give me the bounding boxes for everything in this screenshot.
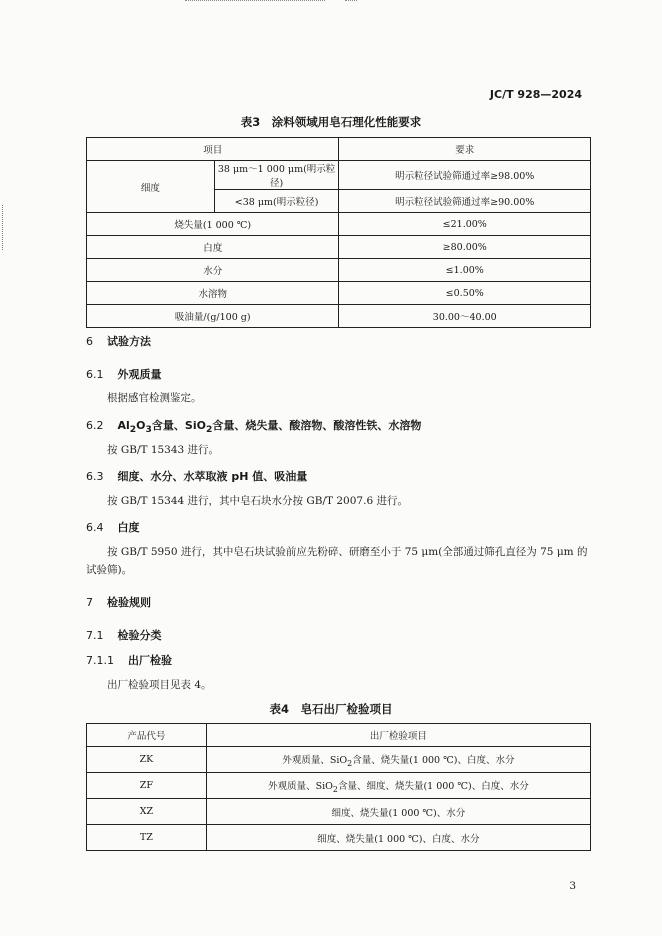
- section-title: 白度: [117, 521, 140, 534]
- table3-cell-item: <38 μm(明示粒径): [214, 190, 339, 213]
- table3-cell-req: 明示粒径试验筛通过率≥90.00%: [339, 190, 591, 213]
- subscript: 2: [205, 424, 213, 436]
- section-number: 7: [86, 596, 93, 609]
- table3-cell-item: 烧失量(1 000 ℃): [87, 213, 339, 236]
- title-part: 含量、烧失量、酸溶物、酸溶性铁、水溶物: [212, 419, 422, 432]
- section-6-3-text: 按 GB/T 15344 进行，其中皂石块水分按 GB/T 2007.6 进行。: [107, 495, 408, 507]
- items-text: 含量、细度、烧失量(1 000 ℃)、白度、水分: [337, 780, 529, 792]
- section-7-1-1-text: 出厂检验项目见表 4。: [107, 679, 212, 691]
- table3-cell-item: 白度: [87, 236, 339, 259]
- section-title: 细度、水分、水萃取液 pH 值、吸油量: [117, 470, 308, 483]
- subscript: 2: [129, 424, 137, 436]
- table3-cell-req: ≤0.50%: [339, 282, 591, 305]
- items-text: 外观质量、SiO: [268, 780, 333, 792]
- table3-cell-item: 吸油量/(g/100 g): [87, 305, 339, 328]
- table4-cell-items: [206, 799, 590, 825]
- section-6-1-heading: [86, 366, 162, 382]
- section-6-1-text: 根据感官检测鉴定。: [107, 392, 202, 404]
- section-title: 检验分类: [117, 629, 162, 642]
- subscript: 3: [145, 424, 152, 436]
- table3-cell-req: ≤1.00%: [339, 259, 591, 282]
- section-title: 外观质量: [117, 368, 162, 381]
- table3-cell-req: 明示粒径试验筛通过率≥98.00%: [339, 161, 591, 190]
- table4-cell-code: XZ: [87, 799, 207, 825]
- section-6-4-text-line2: 试验筛)。: [86, 564, 133, 576]
- items-text: 细度、烧失量(1 000 ℃)、白度、水分: [317, 833, 480, 845]
- section-6-3-heading: [86, 468, 307, 484]
- table3-cell-item: 水溶物: [87, 282, 339, 305]
- section-title: 出厂检验: [128, 654, 172, 667]
- scan-mark-top-2: [345, 0, 357, 4]
- section-6-2-heading: [86, 417, 421, 435]
- table3-cell-req: ≥80.00%: [339, 236, 591, 259]
- scan-mark-top: [185, 0, 325, 4]
- table4-cell-code: ZK: [87, 747, 207, 773]
- table3-caption: 表3 涂料领域用皂石理化性能要求: [240, 115, 422, 129]
- table4-cell-items: [206, 825, 590, 851]
- table3-cell-item: 38 μm～1 000 μm(明示粒径): [214, 161, 339, 190]
- title-part: 含量、SiO: [151, 419, 206, 432]
- section-number: 6.2: [86, 419, 104, 432]
- section-number: 6.4: [86, 521, 104, 534]
- section-6-4-text-line1: 按 GB/T 5950 进行，其中皂石块试验前应先粉碎、研磨至小于 75 μm(全部通过筛孔直径为 75 μm 的: [107, 546, 588, 558]
- page-number: 3: [569, 880, 576, 892]
- table4-cell-items: [206, 747, 590, 773]
- table4-head-code: 产品代号: [87, 724, 207, 747]
- items-text: 外观质量、SiO: [282, 754, 348, 766]
- section-6-2-text: 按 GB/T 15343 进行。: [107, 444, 220, 456]
- section-7-heading: [86, 594, 151, 610]
- table4-cell-items: [206, 773, 590, 799]
- section-6-4-heading: [86, 519, 140, 535]
- table3-cell-req: 30.00～40.00: [339, 305, 591, 328]
- table3-cell-item: 水分: [87, 259, 339, 282]
- table4-cell-code: ZF: [87, 773, 207, 799]
- subscript: 2: [332, 784, 338, 794]
- table4-head-items: 出厂检验项目: [206, 724, 590, 747]
- table3-head-req: 要求: [339, 138, 591, 161]
- formula-al: Al: [117, 419, 130, 432]
- section-7-1-1-heading: [86, 652, 172, 668]
- section-number: 7.1.1: [86, 654, 114, 667]
- section-number: 6.3: [86, 470, 104, 483]
- section-title: 检验规则: [107, 596, 151, 609]
- section-number: 6: [86, 335, 93, 348]
- formula-o: O: [136, 419, 146, 432]
- section-title: 试验方法: [107, 335, 151, 348]
- table3-cell-req: ≤21.00%: [339, 213, 591, 236]
- items-text: 含量、烧失量(1 000 ℃)、白度、水分: [352, 754, 515, 766]
- section-7-1-heading: [86, 627, 162, 643]
- scan-mark-side: [2, 205, 6, 250]
- items-text: 细度、烧失量(1 000 ℃)、水分: [331, 807, 466, 819]
- table3-head-item: 项目: [87, 138, 339, 161]
- section-number: 7.1: [86, 629, 104, 642]
- table4: [86, 723, 591, 851]
- table3-fineness-label: 细度: [87, 161, 215, 213]
- table3: [86, 137, 591, 328]
- section-number: 6.1: [86, 368, 104, 381]
- subscript: 2: [347, 758, 353, 768]
- table4-cell-code: TZ: [87, 825, 207, 851]
- standard-code: JC/T 928—2024: [489, 88, 582, 101]
- table4-caption: 表4 皂石出厂检验项目: [269, 702, 393, 716]
- section-6-heading: [86, 333, 151, 349]
